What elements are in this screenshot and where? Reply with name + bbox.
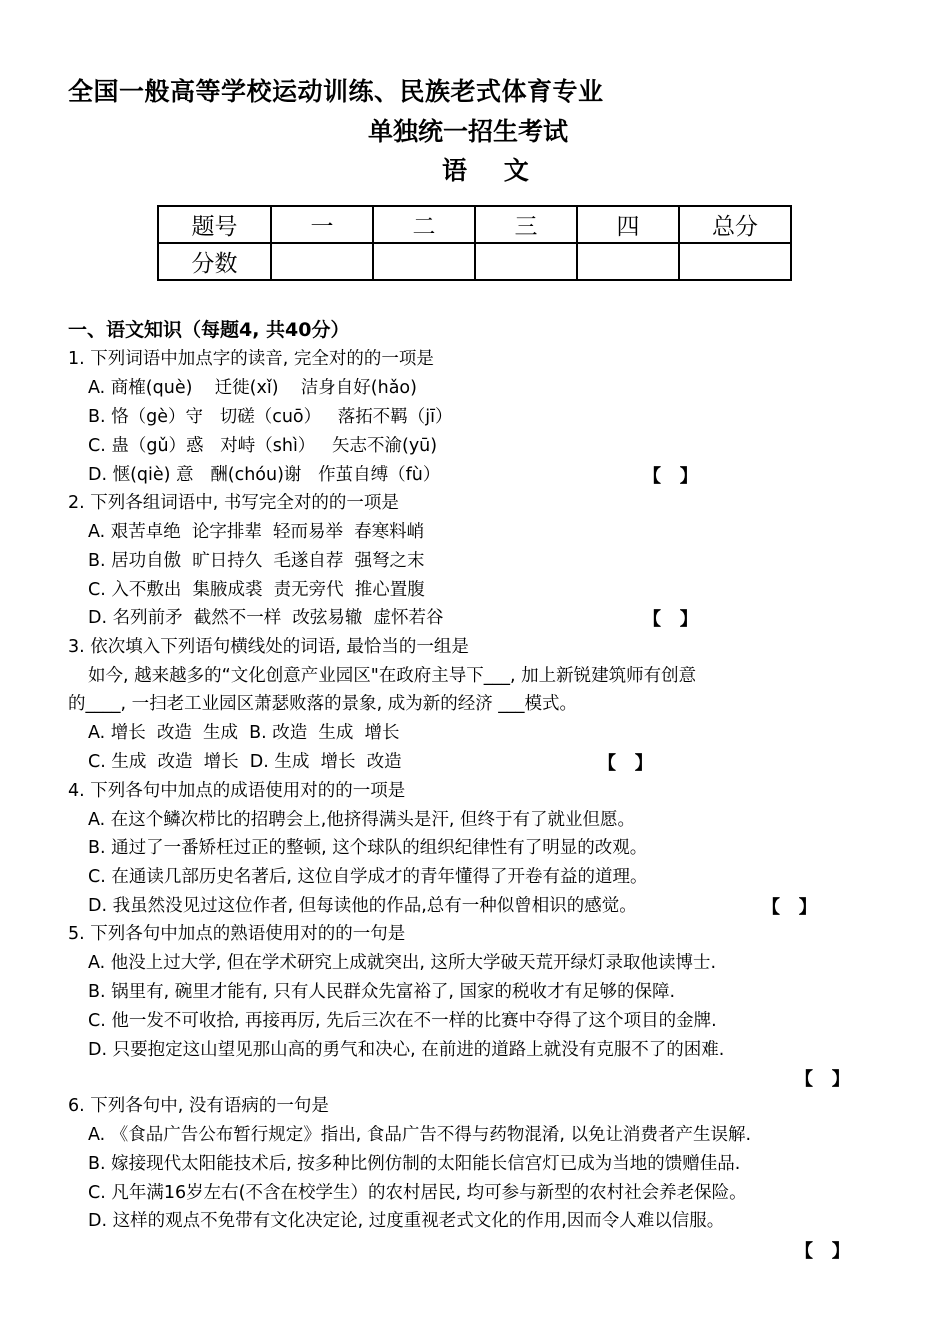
question-2-option-a: A. 艰苦卓绝 论字排辈 轻而易举 春寒料峭: [88, 522, 425, 542]
score-table-header-row: [158, 206, 791, 243]
score-cell: 一: [271, 206, 373, 243]
question-3-options-row1: A. 增长 改造 生成 B. 改造 生成 增长: [88, 723, 400, 743]
question-2-stem: 2. 下列各组词语中, 书写完全对的的一项是: [68, 493, 399, 513]
answer-bracket: 【 】: [795, 1241, 850, 1262]
question-2-option-d: D. 名列前矛 截然不一样 改弦易辙 虚怀若谷: [88, 608, 444, 628]
score-entry-cell[interactable]: [577, 243, 679, 280]
question-1-option-d: D. 惬(qiè) 意 酬(chóu)谢 作茧自缚（fù）: [88, 465, 441, 485]
exam-title-line1: 全国一般高等学校运动训练、民族老式体育专业: [68, 77, 604, 106]
score-entry-cell[interactable]: [679, 243, 791, 280]
question-1-option-c: C. 蛊（gǔ）惑 对峙（shì） 矢志不渝(yū): [88, 436, 438, 456]
question-3-stem: 3. 依次填入下列语句横线处的词语, 最恰当的一组是: [68, 637, 469, 657]
question-6-stem: 6. 下列各句中, 没有语病的一句是: [68, 1096, 329, 1116]
question-6-option-c: C. 凡年满16岁左右(不含在校学生）的农村居民, 均可参与新型的农村社会养老保险。: [88, 1183, 747, 1203]
question-4-option-b: B. 通过了一番矫枉过正的整顿, 这个球队的组织纪律性有了明显的改观。: [88, 838, 648, 858]
subject-title: 语 文: [442, 156, 543, 185]
score-cell: 题号: [158, 206, 271, 243]
answer-bracket: 【 】: [598, 753, 653, 774]
question-1-option-b: B. 恪（gè）守 切磋（cuō） 落拓不羁（jī）: [88, 407, 453, 427]
question-5-option-d: D. 只要抱定这山望见那山高的勇气和决心, 在前进的道路上就没有克服不了的困难.: [88, 1040, 725, 1060]
question-2-option-c: C. 入不敷出 集腋成裘 责无旁代 推心置腹: [88, 580, 425, 600]
question-6-option-d: D. 这样的观点不免带有文化决定论, 过度重视老式文化的作用,因而令人难以信服。: [88, 1211, 725, 1231]
score-cell: 总分: [679, 206, 791, 243]
question-5-option-b: B. 锅里有, 碗里才能有, 只有人民群众先富裕了, 国家的税收才有足够的保障.: [88, 982, 676, 1002]
question-4-option-d: D. 我虽然没见过这位作者, 但每读他的作品,总有一种似曾相识的感觉。: [88, 896, 637, 916]
question-3-passage-line2: 的____, 一扫老工业园区萧瑟败落的景象, 成为新的经济 ___模式。: [68, 694, 578, 714]
question-4-option-a: A. 在这个鳞次栉比的招聘会上,他挤得满头是汗, 但终于有了就业但愿。: [88, 810, 635, 830]
answer-bracket: 【 】: [795, 1069, 850, 1090]
answer-bracket: 【 】: [643, 609, 698, 630]
question-3-options-row2: C. 生成 改造 增长 D. 生成 增长 改造: [88, 752, 402, 772]
score-entry-cell[interactable]: [475, 243, 577, 280]
question-2-option-b: B. 居功自傲 旷日持久 毛遂自荐 强弩之末: [88, 551, 425, 571]
question-1-option-a: A. 商榷(què) 迁徙(xǐ) 洁身自好(hǎo): [88, 378, 417, 398]
score-cell: 四: [577, 206, 679, 243]
question-4-option-c: C. 在通读几部历史名著后, 这位自学成才的青年懂得了开卷有益的道理。: [88, 867, 648, 887]
score-cell: 二: [373, 206, 475, 243]
answer-bracket: 【 】: [762, 897, 817, 918]
question-1-stem: 1. 下列词语中加点字的读音, 完全对的的一项是: [68, 349, 434, 369]
section-heading: 一、语文知识（每题4, 共40分）: [68, 319, 350, 341]
score-entry-cell[interactable]: [271, 243, 373, 280]
score-cell: 三: [475, 206, 577, 243]
score-table-score-row: [158, 243, 791, 280]
question-4-stem: 4. 下列各句中加点的成语使用对的的一项是: [68, 781, 406, 801]
answer-bracket: 【 】: [643, 466, 698, 487]
score-table: [157, 205, 792, 281]
score-cell: 分数: [158, 243, 271, 280]
question-5-stem: 5. 下列各句中加点的熟语使用对的的一句是: [68, 924, 406, 944]
question-5-option-a: A. 他没上过大学, 但在学术研究上成就突出, 这所大学破天荒开绿灯录取他读博士.: [88, 953, 717, 973]
question-5-option-c: C. 他一发不可收拾, 再接再厉, 先后三次在不一样的比赛中夺得了这个项目的金牌.: [88, 1011, 717, 1031]
score-entry-cell[interactable]: [373, 243, 475, 280]
question-3-passage-line1: 如今, 越来越多的“文化创意产业园区"在政府主导下___, 加上新锐建筑师有创意: [88, 666, 697, 686]
exam-title-line2: 单独统一招生考试: [368, 117, 569, 146]
question-6-option-a: A. 《食品广告公布暂行规定》指出, 食品广告不得与药物混淆, 以免让消费者产生误解.: [88, 1125, 752, 1145]
question-6-option-b: B. 嫁接现代太阳能技术后, 按多种比例仿制的太阳能长信宫灯已成为当地的馈赠佳品.: [88, 1154, 741, 1174]
